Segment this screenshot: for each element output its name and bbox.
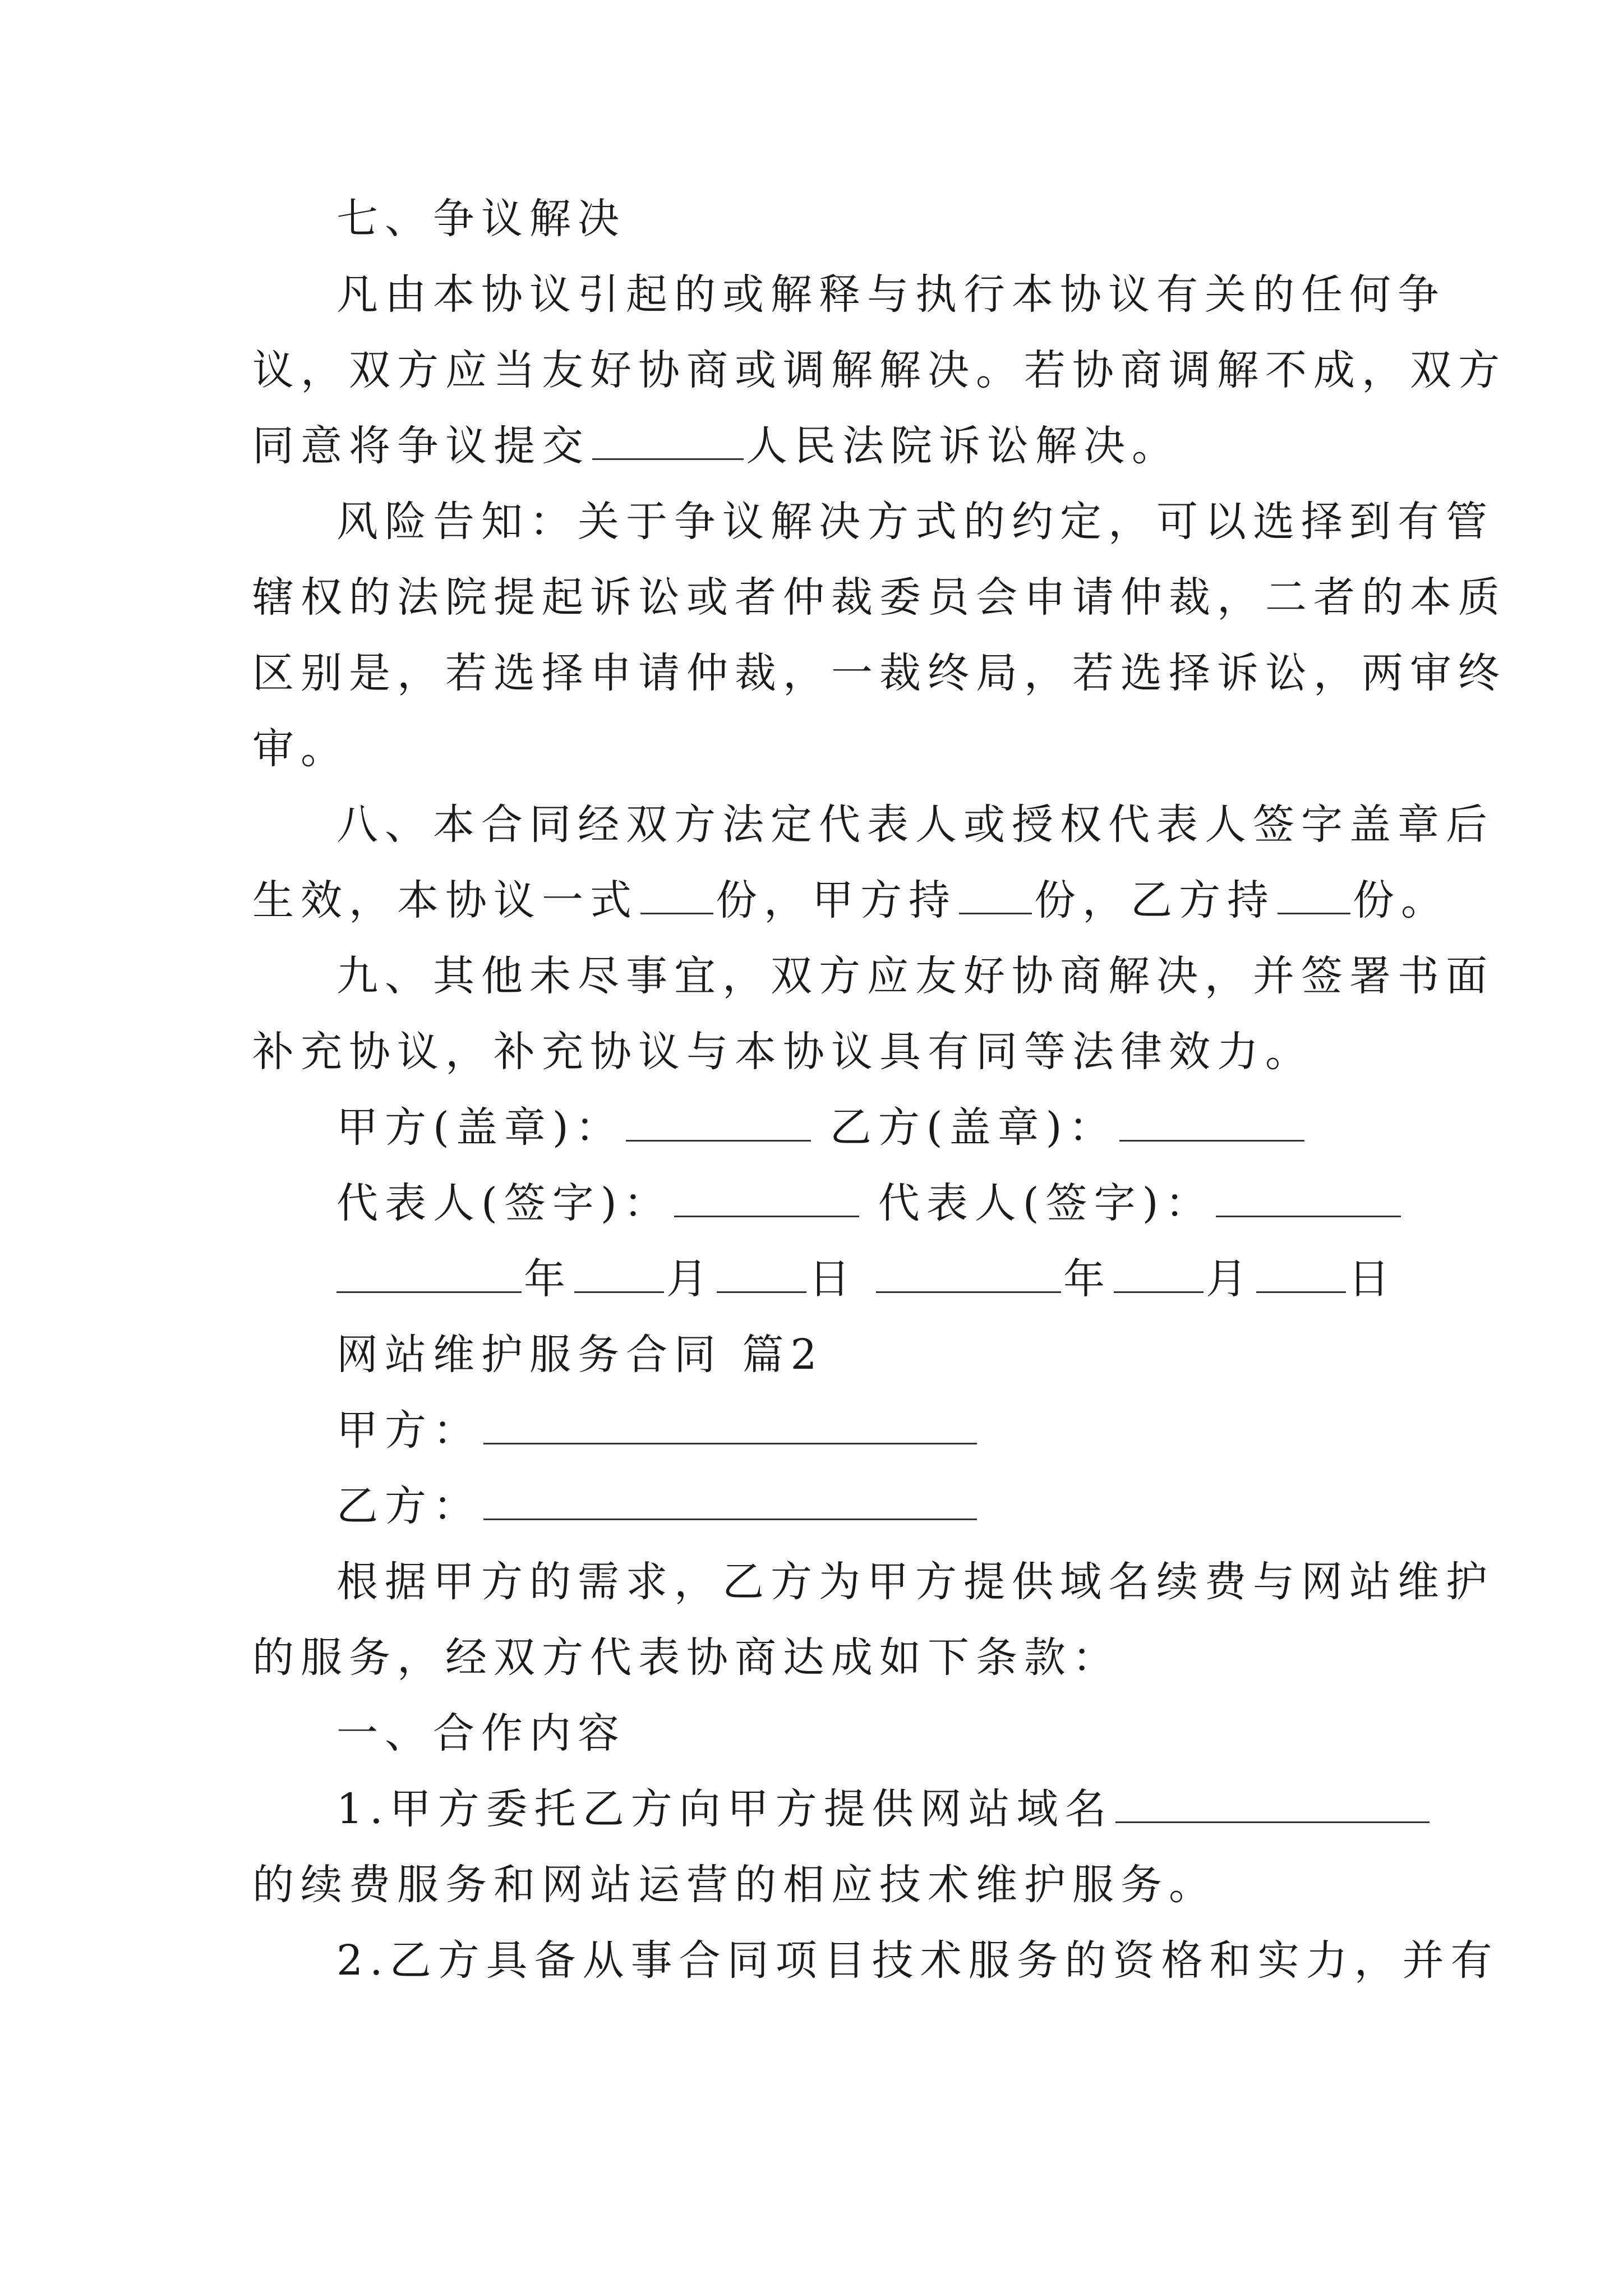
- contract-2-party-b: [336, 1478, 979, 1534]
- month-b-blank: [1114, 1252, 1204, 1293]
- party-b-seal-label: 乙方(盖章)：: [829, 1103, 1117, 1152]
- party-b-seal-blank: [1119, 1101, 1304, 1142]
- rep-a-label: 代表人(签字)：: [336, 1179, 672, 1227]
- day-b-blank: [1256, 1252, 1346, 1293]
- section-9-line-1: 九、其他未尽事宜，双方应友好协商解决，并签署书面: [336, 952, 1494, 1000]
- day-a-blank: [717, 1252, 806, 1293]
- text-segment: 份。: [1353, 876, 1449, 924]
- party-b-name-blank: [483, 1479, 977, 1520]
- day-label: 日: [809, 1255, 857, 1303]
- text-segment: 份，乙方持: [1034, 876, 1275, 924]
- item-1-line-2: 的续费服务和网站运营的相应技术维护服务。: [252, 1861, 1217, 1909]
- rep-b-blank: [1216, 1176, 1401, 1217]
- risk-notice-line-4: 审。: [252, 725, 349, 773]
- party-b-label: 乙方：: [336, 1482, 481, 1530]
- rep-b-label: 代表人(签字)：: [878, 1179, 1214, 1227]
- section-7-para-line-1: 凡由本协议引起的或解释与执行本协议有关的任何争: [336, 270, 1446, 319]
- date-row: [336, 1251, 1396, 1307]
- domain-name-blank: [1115, 1782, 1430, 1823]
- rep-a-blank: [674, 1176, 859, 1217]
- copies-party-a-blank: [959, 873, 1032, 914]
- contract-2-party-a: [336, 1402, 979, 1458]
- section-1-heading: 一、合作内容: [336, 1709, 626, 1757]
- section-7-para-line-2: 议，双方应当友好协商或调解解决。若协商调解不成，双方: [252, 346, 1506, 394]
- seal-row: [336, 1099, 1307, 1156]
- party-a-seal-blank: [626, 1101, 811, 1142]
- text-segment: 1.甲方委托乙方向甲方提供网站域名: [336, 1785, 1113, 1833]
- court-name-blank: [592, 419, 744, 460]
- intro-line-2: 的服务，经双方代表协商达成如下条款：: [252, 1634, 1121, 1682]
- year-label: 年: [524, 1255, 572, 1303]
- section-7-heading: 七、争议解决: [336, 195, 626, 243]
- day-label: 日: [1348, 1255, 1396, 1303]
- section-9-line-2: 补充协议，补充协议与本协议具有同等法律效力。: [252, 1028, 1313, 1076]
- year-a-blank: [336, 1252, 522, 1293]
- month-label: 月: [1206, 1255, 1254, 1303]
- party-a-label: 甲方：: [336, 1406, 481, 1455]
- party-a-seal-label: 甲方(盖章)：: [336, 1103, 624, 1152]
- copies-party-b-blank: [1278, 873, 1350, 914]
- text-segment: 份，甲方持: [716, 876, 957, 924]
- year-label: 年: [1063, 1255, 1112, 1303]
- risk-notice-line-3: 区别是，若选择申请仲裁，一裁终局，若选择诉讼，两审终: [252, 649, 1506, 697]
- risk-notice-line-2: 辖权的法院提起诉讼或者仲裁委员会申请仲裁，二者的本质: [252, 573, 1506, 622]
- contract-2-title: 网站维护服务合同 篇2: [336, 1331, 824, 1379]
- risk-notice-line-1: 风险告知：关于争议解决方式的约定，可以选择到有管: [336, 498, 1494, 546]
- representative-row: [336, 1175, 1403, 1231]
- text-segment: 生效，本协议一式: [252, 876, 638, 924]
- year-b-blank: [876, 1252, 1061, 1293]
- text-segment: 人民法院诉讼解决。: [746, 422, 1180, 470]
- intro-line-1: 根据甲方的需求，乙方为甲方提供域名续费与网站维护: [336, 1558, 1494, 1606]
- month-a-blank: [574, 1252, 664, 1293]
- section-8-line-2: [252, 872, 1449, 928]
- item-2-line-1: 2.乙方具备从事合同项目技术服务的资格和实力，并有: [336, 1936, 1499, 1985]
- party-a-name-blank: [483, 1404, 977, 1444]
- section-8-line-1: 八、本合同经双方法定代表人或授权代表人签字盖章后: [336, 800, 1494, 849]
- month-label: 月: [666, 1255, 714, 1303]
- copies-total-blank: [640, 873, 713, 914]
- item-1-line-1: [336, 1781, 1432, 1837]
- section-7-para-line-3: [252, 418, 1180, 474]
- text-segment: 同意将争议提交: [252, 422, 590, 470]
